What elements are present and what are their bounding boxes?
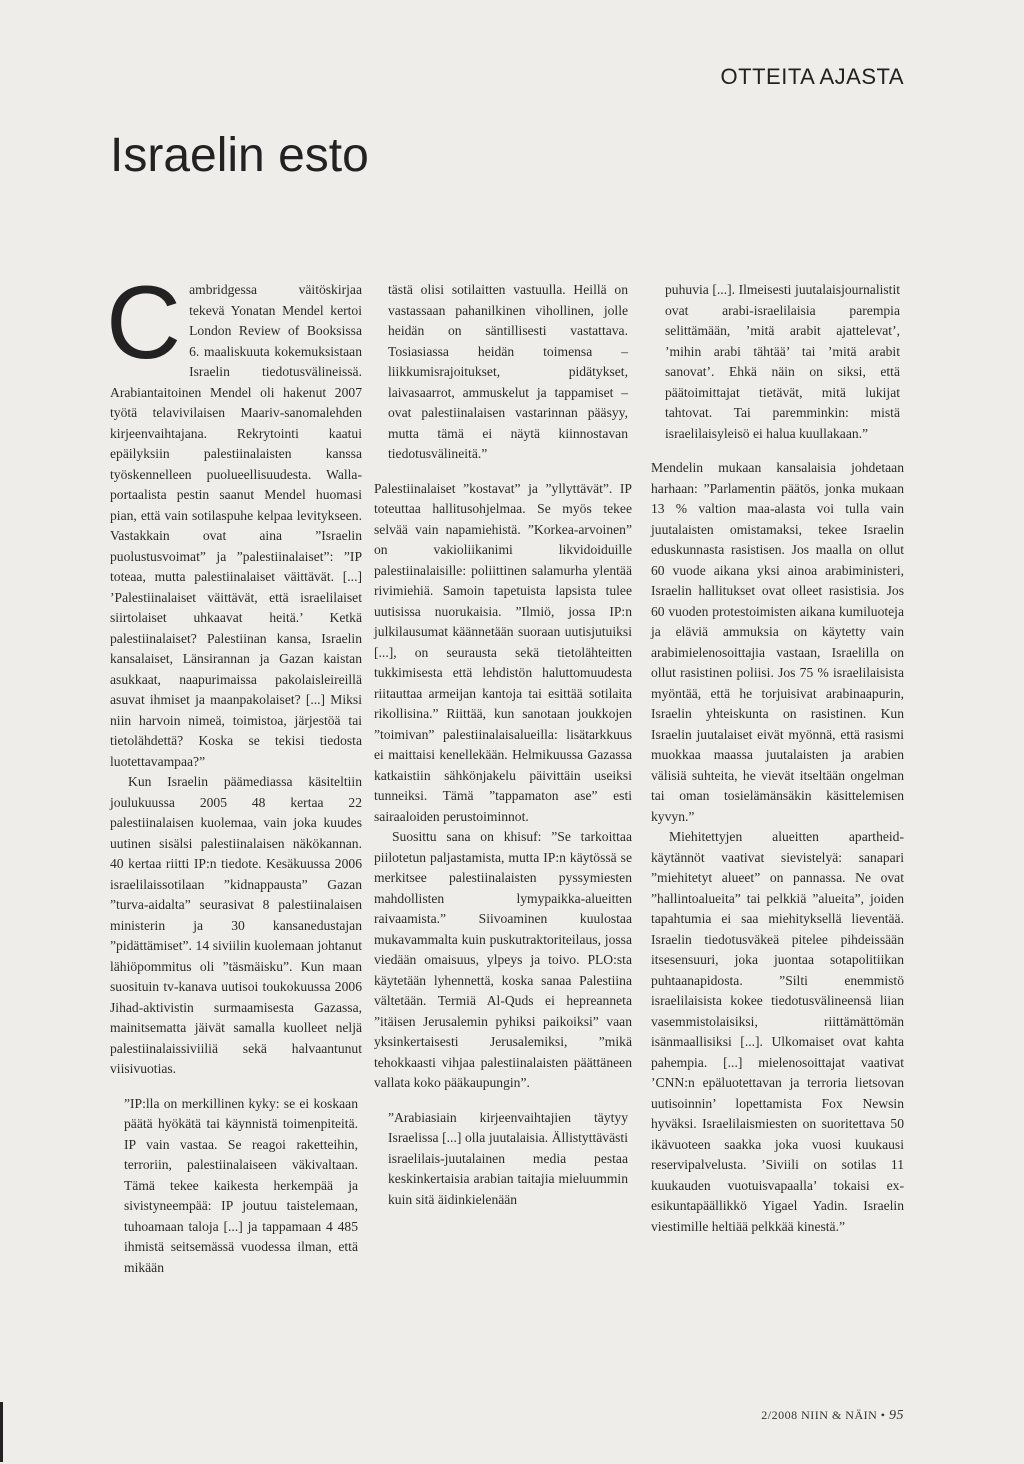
footer-separator: •	[880, 1408, 886, 1422]
drop-cap: C	[106, 265, 182, 381]
page-number: 95	[889, 1408, 904, 1423]
paragraph	[106, 265, 362, 772]
column-2	[374, 280, 632, 1210]
quote-paragraph: puhuvia [...]. Ilmeisesti juutalaisjournalistit ovat arabi-israelilaisia parempia selittämään, ’mitä arabit ajattelevat’, ’mihin arabi tähtää’ tai ’mitä arabit sanovat’. Ehkä näin on siksi, että päätoimittajat tietävät, mitä lukijat tahtovat. Tai paremminkin: mistä israelilaisyleisö ei halua kuullakaan.”	[665, 282, 900, 441]
paragraph: Palestiinalaiset ”kostavat” ja ”yllyttävät”. IP toteuttaa hallitusohjelmaa. Se myös tekee selvää vain napamiehistä. ”Korkea-arvoinen” on vakioliikanimi likvidoiduille palestiinalaisille: poliittinen salamurha ylentää rivimiehiä. Samoin tapetuista lapsista tulee uutisissa nuorukaisia. ”Ilmiö, jossa IP:n julkilausumat käännetään suoraan uutisjutuiksi [...], on seurausta sekä tietolähteitten tukkimisesta että lehdistön haluttomuudesta riitauttaa armeijan kantoja tai esittää sotilaita rikollisina.” Riittää, kun sanotaan joukkojen ”toimivan” palestiinalaisalueilla: lisätarkkuus ei maittaisi kenellekään. Helmikuussa Gazassa katkaistiin sähkönjakelu päivittäin useiksi tunneiksi. Tämä ”tappamaton ase” esti sairaaloiden perustoiminnot.	[374, 480, 632, 824]
quote-paragraph: tästä olisi sotilaitten vastuulla. Heillä on vastassaan pahanilkinen vihollinen, jolle heidän on säntillisesti vastattava. Tosiasiassa heidän toimensa – liikkumisrajoitukset, pidätykset, laivasaarrot, ammuskelut ja tappamiset – ovat palestiinalaisen vastarinnan pääsyy, mutta tämä ei näytä kiinnostavan tiedotusvälineitä.”	[388, 282, 628, 461]
scan-edge-mark	[0, 1402, 3, 1462]
quote-paragraph: ”IP:lla on merkillinen kyky: se ei koskaan päätä hyökätä tai käynnistä toimenpiteitä. IP vain vastaa. Se reagoi raketteihin, terroriin, palestiinalaiseen väkivaltaan. Tämä tekee kaikesta herkempää ja sivistyneempää: IP joutuu taistelemaan, tuhoamaan taloja [...] ja tappamaan 4 485 ihmistä seitsemässä vuodessa ilman, että mikään	[124, 1095, 358, 1275]
page-footer	[761, 1408, 904, 1424]
column-1	[106, 265, 362, 1278]
paragraph: Mendelin mukaan kansalaisia johdetaan harhaan: ”Parlamentin päätös, jonka mukaan 13 % valtion maa-alasta voi tulla vain juutalaisten omistamaksi, tekee Israelin eduskunnasta rasistisen. Jos maalla on ollut 60 vuode aikana yksi ainoa arabiministeri, Israelin hallitukset ovat olleet rasistisia. Jos 60 vuoden protestoimisten aikana kumiluoteja ja eläviä ammuksia on käytetty vain arabimielenosoittajia vastaan, Israelilla on ollut rasistinen poliisi. Jos 75 % israelilaisista myöntää, että he torjuisivat arabinaapurin, Israelin yhteiskunta on rasistinen. Kun Israelin juutalaiset eivät myönnä, että rasismi muokkaa maassa juutalaisten ja arabien välisiä suhteita, he vievät itseltään ongelman tai oman tosielämänsäkin käsittelemisen kyvyn.”	[651, 460, 904, 824]
paragraph-text: ambridgessa väitöskirjaa tekevä Yonatan Mendel kertoi London Review of Booksissa 6. maaliskuuta kokemuksistaan Israelin tiedotusvälineissä. Arabiantaitoinen Mendel oli hakenut 2007 työtä telavivilaisen Maariv-sanomalehden kirjeenvaihtajana. Rekrytointi kaatui epäilyksiin palestiinalaisten kanssa työskennelleen puolueellisuudesta. Walla-portaalista pestin saanut Mendel huomasi pian, että vain sotilaspuhe kelpaa levitykseen. Vastakkain ovat aina ”Israelin puolustusvoimat” ja ”palestiinalaiset”: ”IP toteaa, mutta palestiinalaiset väittävät. [...] ’Palestiinalaiset väittävät, että israelilaiset siirtolaiset uhkaavat heitä.’ Ketkä palestiinalaiset? Palestiinan kansa, Israelin kansalaiset, Länsirannan ja Gazan kaistan asukkaat, naapurimaissa pakolaisleireillä asuvat ihmiset ja maanpakolaiset? [...] Miksi niin harvoin nimeä, toimistoa, järjestöä tai tietolähdettä? Koska se tekisi tiedosta luotettavampaa?”	[110, 282, 362, 769]
column-3	[651, 280, 904, 1237]
article-title: Israelin esto	[110, 129, 369, 182]
issue-label: 2/2008 NIIN & NÄIN	[761, 1408, 878, 1422]
paragraph: Suosittu sana on khisuf: ”Se tarkoittaa piilotetun paljastamista, mutta IP:n käytössä se merkitsee palestiinalaisten pyssymiesten mahdollisten lymypaikka-alueitten raivaamista.” Siivoaminen kuulostaa mukavammalta kuin puskutraktoriteilaus, jossa viedään omaisuus, ylpeys ja toivo. PLO:sta käytetään lyhennettä, koska sanaa Palestiina vältetään. Termiä Al-Quds ei hepreanneta ”itäisen Jerusalemin pyhiksi paikoiksi” vaan yksinkertaisesti Jerusalemiksi, ”mikä tehokkaasti vihjaa palestiinalaisten päättäneen vallata koko pääkaupungin”.	[374, 829, 632, 1090]
section-header: OTTEITA AJASTA	[720, 64, 904, 89]
quote-paragraph: ”Arabiasiain kirjeenvaihtajien täytyy Israelissa [...] olla juutalaisia. Ällistyttävästi israelilais-juutalainen media pestaa keskinkertaisia arabian taitajia mieluummin kuin sitä äidinkielenään	[388, 1109, 628, 1207]
paragraph: Miehitettyjen alueitten apartheid-käytännöt vaativat sievistelyä: sanapari ”miehitetyt alueet” on pannassa. Ne ovat ”hallintoalueita” tai pelkkiä ”alueita”, joiden tapahtumia ei saa miehityksellä lieventää. Israelin tiedotusväkeä pitelee pihdeissään itsesensuuri, joka juontaa sotapolitiikan puhtaanapidosta. ”Silti enemmistö israelilaisista kokee tiedotusvälineensä liian vasemmistolaisiksi, riittämättömän isänmaallisiksi [...]. Ulkomaiset ovat kahta pahempia. [...] mielenosoittajat vaativat ’CNN:n epäluotettavan ja terroria lietsovan uutisoinnin’ lopettamista Fox Newsin hyväksi. Israelilaismiesten on suoritettava 50 ikävuoteen saakka joka vuosi kuukausi reservipalvelusta. ’Siviili on sotilas 11 kuukauden vuotuisvapaalla’ tokaisi ex-esikuntapäällikkö Yigael Yadin. Israelin viestimille heltiää pelkkää kinestä.”	[651, 829, 904, 1234]
paragraph: Kun Israelin päämediassa käsiteltiin joulukuussa 2005 48 kertaa 22 palestiinalaisen kuolemaa, vain joka kuudes uutinen sisälsi palestiinalaisen näkökannan. 40 kertaa riitti IP:n tiedote. Kesäkuussa 2006 israelilaissotilaan ”kidnappausta” Gazan ”turva-aidalta” seurasivat 8 palestiinalaisen ministerin ja 30 kansanedustajan ”pidättämiset”. 14 siviilin kuolemaan johtanut lähiöpommitus oli ”täsmäisku”. Kun maan suosituin tv-kanava uutisoi toukokuussa 2006 Jihad-aktivistin surmaamisesta Gazassa, mainitsematta jäivät samalla kuolleet neljä palestiinalaissiviiliä sekä halvaantunut viisivuotias.	[110, 774, 362, 1076]
